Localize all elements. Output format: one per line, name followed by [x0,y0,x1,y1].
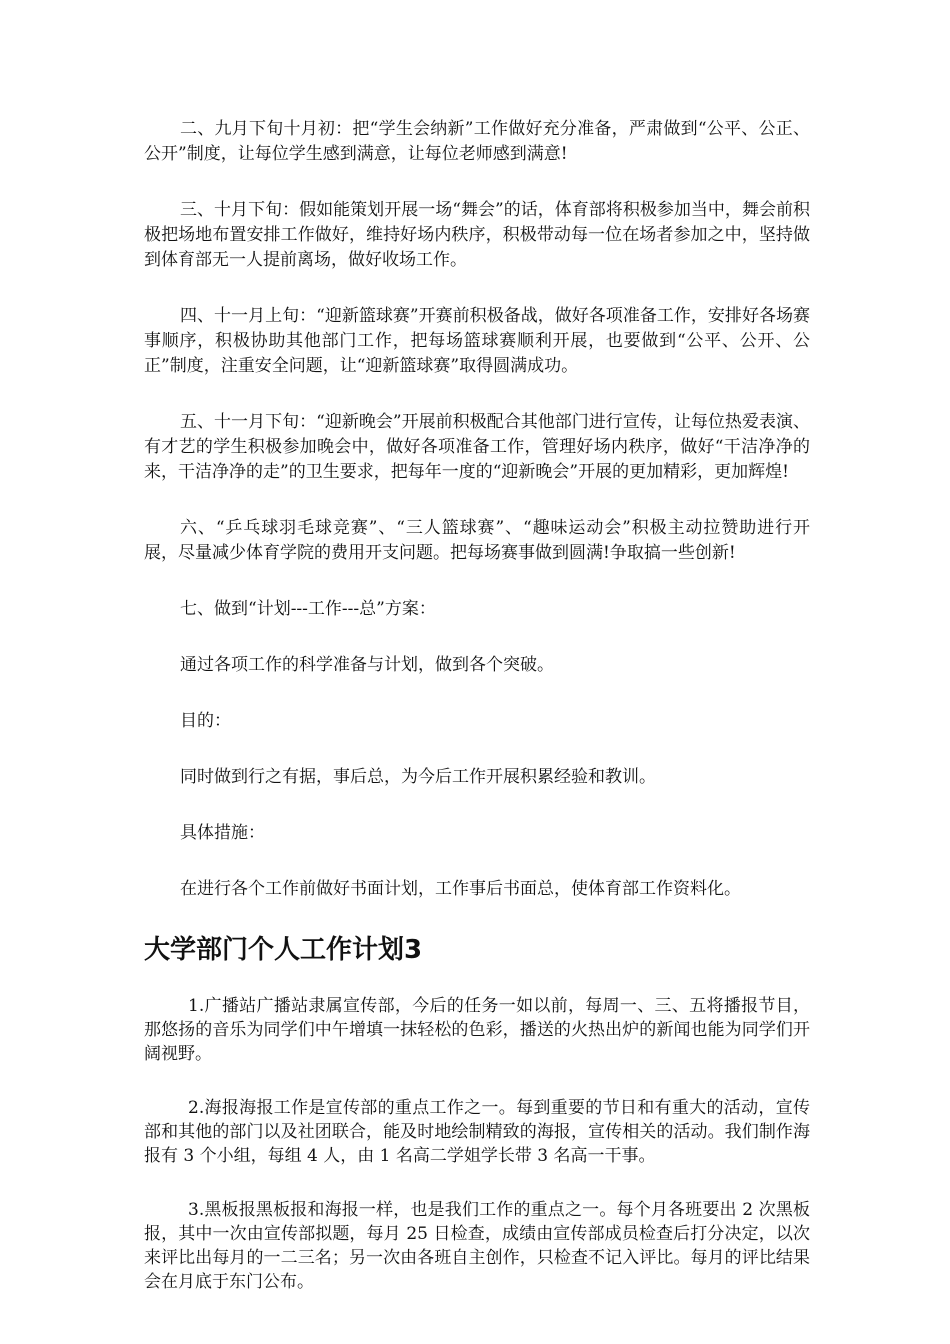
measures-label: 具体措施： [180,823,265,843]
section-heading: 大学部门个人工作计划3 [144,935,423,965]
blackboard-paragraph: 3.黑板报黑板报和海报一样，也是我们工作的重点之一。每个月各班要出 2 次黑板报，其中一次由宣传部拟题，每月 25 日检查，成绩由宣传部成员检查后打分决定，以次来评比出每月的一二三名；另一次由各班自主创作，只检查不记入评比。每月的评比结果会在月底于东门公布。 [144,1200,810,1292]
purpose-text: 同时做到行之有据，事后总，为今后工作开展积累经验和教训。 [180,767,656,787]
plan-item-5: 五、十一月下旬：“迎新晚会”开展前积极配合其他部门进行宣传，让每位热爱表演、有才艺的学生积极参加晚会中，做好各项准备工作，管理好场内秩序，做好“干洁净净的来，干洁净净的走”的卫生要求，把每年一度的“迎新晚会”开展的更加精彩，更加辉煌! [144,412,810,482]
plan-item-3: 三、十月下旬：假如能策划开展一场“舞会”的话，体育部将积极参加当中，舞会前积极把场地布置安排工作做好，维持好场内秩序，积极带动每一位在场者参加之中，坚持做到体育部无一人提前离场，做好收场工作。 [144,200,810,270]
broadcast-paragraph: 1.广播站广播站隶属宣传部，今后的任务一如以前，每周一、三、五将播报节目，那悠扬的音乐为同学们中午增填一抹轻松的色彩，播送的火热出炉的新闻也能为同学们开阔视野。 [144,996,810,1064]
plan-item-6: 六、“乒乓球羽毛球竞赛”、“三人篮球赛”、“趣味运动会”积极主动拉赞助进行开展，尽量减少体育学院的费用开支问题。把每场赛事做到圆满!争取搞一些创新! [144,518,810,563]
plan-item-7: 七、做到“计划---工作---总”方案： [180,599,436,619]
plan-item-4: 四、十一月上旬：“迎新篮球赛”开赛前积极备战，做好各项准备工作，安排好各场赛事顺序，积极协助其他部门工作，把每场篮球赛顺利开展，也要做到“公平、公开、公正”制度，注重安全问题，让“迎新篮球赛”取得圆满成功。 [144,306,810,376]
plan-item-2: 二、九月下旬十月初：把“学生会纳新”工作做好充分准备，严肃做到“公平、公正、公开”制度，让每位学生感到满意，让每位老师感到满意! [144,119,810,164]
work-plan-continued [144,117,810,902]
measures-text: 在进行各个工作前做好书面计划，工作事后书面总，使体育部工作资料化。 [180,879,741,899]
work-plan-3 [144,994,810,1294]
plan-item-7-text: 通过各项工作的科学准备与计划，做到各个突破。 [180,655,554,675]
poster-paragraph: 2.海报海报工作是宣传部的重点工作之一。每到重要的节日和有重大的活动，宣传部和其他的部门以及社团联合，能及时地绘制精致的海报，宣传相关的活动。我们制作海报有 3 个小组，每组 4 人，由 1 名高二学姐学长带 3 名高一干事。 [144,1098,810,1166]
purpose-label: 目的： [180,711,231,731]
